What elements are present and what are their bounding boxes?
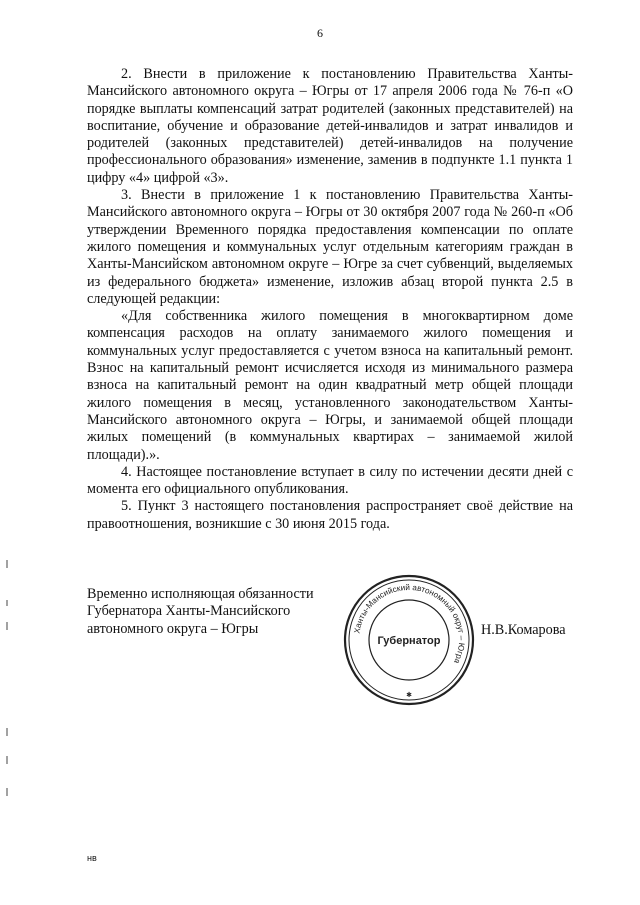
official-stamp bbox=[341, 572, 477, 708]
signatory-position bbox=[87, 586, 327, 638]
position-line: автономного округа – Югры bbox=[87, 620, 259, 637]
paragraph-3: 3. Внести в приложение 1 к постановлению Правительства Ханты-Мансийского автономного округа – Югры от 30 октября 2007 года № 260-п «Об утверждении Временного порядка предоставления компенсации по оплате жилого помещения и коммунальных услуг отдельным категориям граждан в Ханты-Мансийском автономном округе – Югре за счет субвенций, выделяемых из федерального бюджета» изменение, изложив абзац второй пункта 2.5 в следующей редакции: bbox=[87, 187, 573, 307]
position-line: Губернатора Ханты-Мансийского bbox=[87, 603, 291, 620]
signature-block bbox=[87, 582, 573, 706]
document-body bbox=[87, 66, 573, 533]
paragraph-2: 2. Внести в приложение к постановлению Правительства Ханты-Мансийского автономного округа – Югры от 17 апреля 2006 года № 76-п «О порядке выплаты компенсаций затрат родителей (законных представителей) на воспитание, обучение и образование детей-инвалидов и затрат инвалидов и родителей (законных представителей) детей-инвалидов на получение профессионального образования» изменение, заменив в подпункте 1.1 пункта 1 цифру «4» цифрой «3». bbox=[87, 66, 573, 186]
stamp-star-icon: ✱ bbox=[406, 691, 412, 699]
paragraph-4: 4. Настоящее постановление вступает в силу по истечении десяти дней с момента его официального опубликования. bbox=[87, 463, 573, 498]
footer-code: нв bbox=[87, 853, 97, 863]
stamp-ring-text: Ханты-Мансийский автономный округ – Югра bbox=[352, 582, 467, 666]
stamp-center-text: Губернатор bbox=[377, 635, 441, 647]
page-number: 6 bbox=[317, 26, 323, 40]
scan-margin-marks bbox=[4, 560, 10, 820]
paragraph-quote: «Для собственника жилого помещения в многоквартирном доме компенсация расходов на оплату занимаемого жилого помещения и коммунальных услуг предоставляется с учетом взноса на капитальный ремонт. Взнос на капитальный ремонт исчисляется исходя из минимального размера взноса на капитальный ремонт на один квадратный метр общей площади жилого помещения в месяц, установленного законодательством Ханты-Мансийского автономного округа – Югры, и занимаемой общей площади жилых помещений (в коммунальных квартирах – занимаемой жилой площади).». bbox=[87, 308, 573, 463]
signatory-name: Н.В.Комарова bbox=[481, 622, 566, 638]
position-line: Временно исполняющая обязанности bbox=[87, 586, 314, 602]
paragraph-5: 5. Пункт 3 настоящего постановления распространяет своё действие на правоотношения, возникшие с 30 июня 2015 года. bbox=[87, 498, 573, 532]
